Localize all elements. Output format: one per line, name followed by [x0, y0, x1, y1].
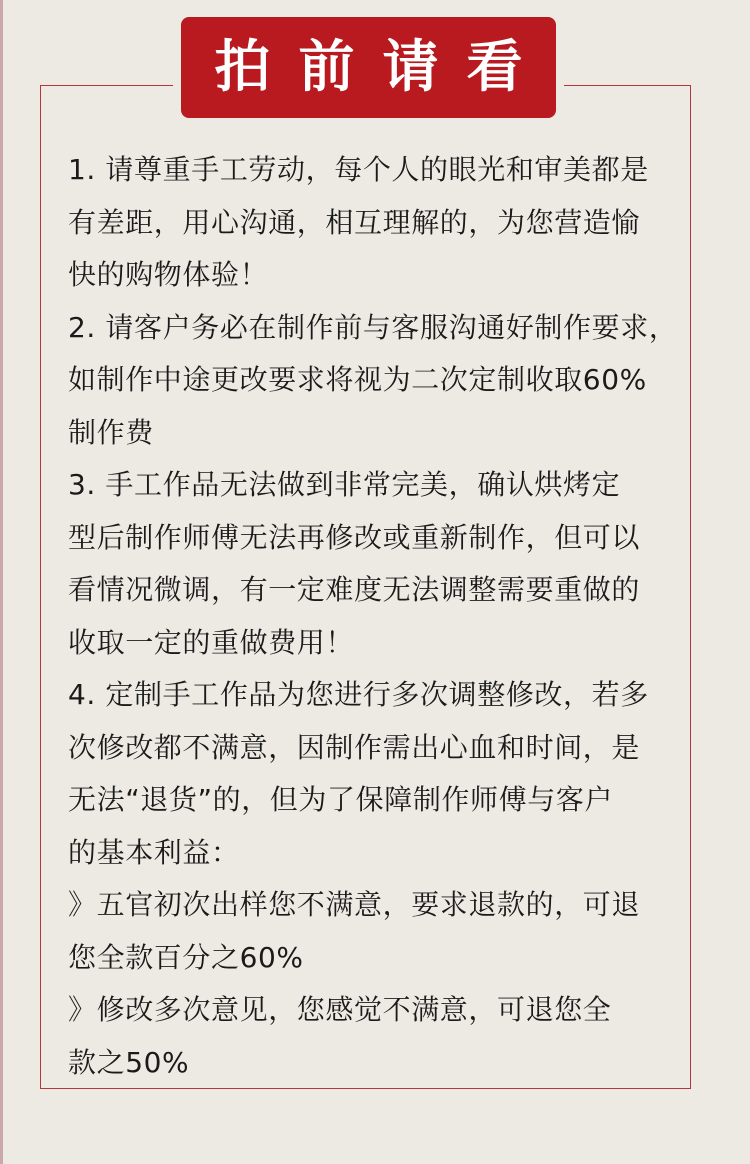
notice-line-11: 4. 定制手工作品为您进行多次调整修改，若多 [68, 678, 649, 711]
notice-line-1: 1. 请尊重手工劳动，每个人的眼光和审美都是 [68, 153, 649, 186]
notice-line-12: 次修改都不满意，因制作需出心血和时间，是 [68, 730, 641, 764]
notice-line-8: 型后制作师傅无法再修改或重新制作，但可以 [68, 520, 641, 554]
notice-line-9: 看情况微调，有一定难度无法调整需要重做的 [68, 573, 641, 606]
notice-line-10: 收取一定的重做费用！ [68, 625, 355, 659]
notice-line-15: 》五官初次出样您不满意，要求退款的，可退 [68, 888, 641, 921]
notice-line-16: 您全款百分之60% [68, 940, 304, 974]
notice-body [68, 144, 678, 1089]
title-badge [181, 17, 556, 118]
notice-line-7: 3. 手工作品无法做到非常完美，确认烘烤定 [68, 468, 621, 501]
notice-line-13: 无法“退货”的，但为了保障制作师傅与客户 [68, 783, 614, 816]
notice-line-2: 有差距，用心沟通，相互理解的，为您营造愉 [68, 205, 641, 239]
page-title: 拍前请看 [214, 34, 551, 100]
notice-line-18: 款之50% [68, 1045, 190, 1079]
notice-line-4: 2. 请客户务必在制作前与客服沟通好制作要求， [68, 310, 678, 344]
notice-line-14: 的基本利益： [68, 835, 240, 869]
notice-line-5: 如制作中途更改要求将视为二次定制收取60% [68, 363, 647, 396]
notice-line-6: 制作费 [68, 415, 154, 449]
notice-line-17: 》修改多次意见，您感觉不满意，可退您全 [68, 993, 612, 1026]
left-edge-stripe [0, 0, 3, 1164]
notice-line-3: 快的购物体验！ [68, 258, 269, 291]
